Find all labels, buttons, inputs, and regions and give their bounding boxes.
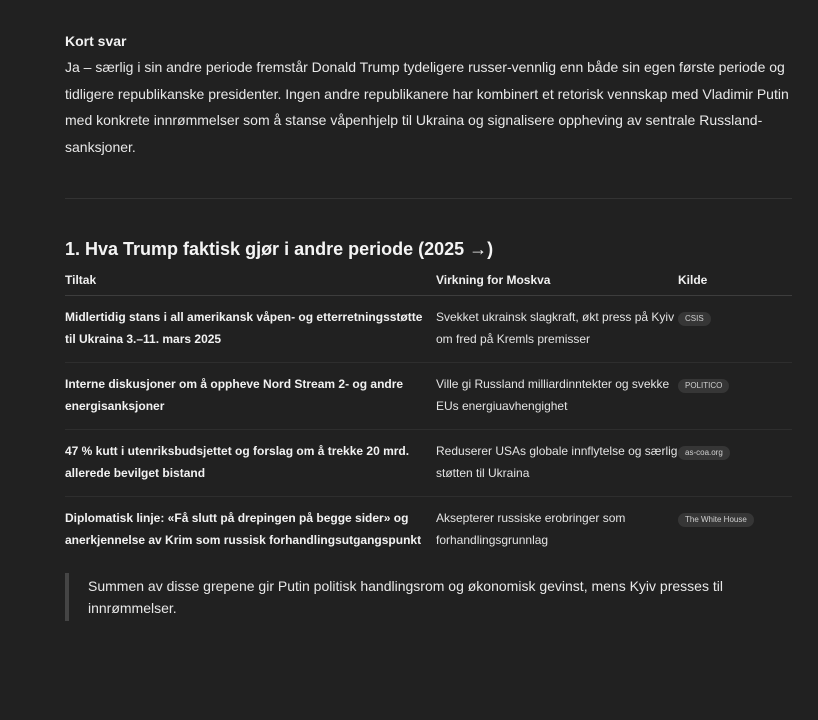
effect-cell: Aksepterer russiske erobringer som forhandlingsgrunnlag xyxy=(436,511,626,547)
effect-cell: Ville gi Russland milliardinntekter og svekke EUs energiuavhengighet xyxy=(436,363,678,430)
measure-cell: 47 % kutt i utenriksbudsjettet og forslag om å trekke 20 mrd. allerede bevilget bistand xyxy=(65,430,436,497)
table-row xyxy=(65,497,792,564)
short-answer-heading: Kort svar xyxy=(65,33,127,49)
table-row xyxy=(65,430,792,497)
source-badge[interactable]: CSIS xyxy=(678,312,711,326)
source-badge[interactable]: as-coa.org xyxy=(678,446,730,460)
table-row xyxy=(65,296,792,363)
column-header-effect: Virkning for Moskva xyxy=(436,267,678,296)
short-answer-text: Ja – særlig i sin andre periode fremstår Donald Trump tydeligere russer-vennlig enn både sin egen første periode og tidligere republikanske presidenter. Ingen andre republikanere har kombinert et retorisk vennskap med Vladimir Putin med konkrete innrømmelser som å stanse våpenhjelp til Ukraina og signalisere oppheving av sentrale Russland-sanksjoner. xyxy=(65,59,789,155)
measure-cell: Midlertidig stans i all amerikansk våpen- og etterretningsstøtte til Ukraina 3.–11. mars 2025 xyxy=(65,296,436,363)
summary-quote: Summen av disse grepene gir Putin politisk handlingsrom og økonomisk gevinst, mens Kyiv presses til innrømmelser. xyxy=(65,573,788,621)
source-cell xyxy=(678,296,792,363)
table-header-row xyxy=(65,267,792,296)
column-header-measure: Tiltak xyxy=(65,267,436,296)
section-divider xyxy=(65,198,792,199)
table-row xyxy=(65,363,792,430)
effect-cell: Svekket ukrainsk slagkraft, økt press på Kyiv om fred på Kremls premisser xyxy=(436,296,678,363)
source-cell xyxy=(678,430,792,497)
measure-cell: Interne diskusjoner om å oppheve Nord Stream 2- og andre energisanksjoner xyxy=(65,363,436,430)
section-title: 1. Hva Trump faktisk gjør i andre periode (2025 →) xyxy=(65,239,494,259)
answer-content xyxy=(65,30,792,621)
source-badge[interactable]: The White House xyxy=(678,513,754,527)
source-badge[interactable]: POLITICO xyxy=(678,379,729,393)
source-cell xyxy=(678,363,792,430)
measure-cell: Diplomatisk linje: «Få slutt på drepingen på begge sider» og anerkjennelse av Krim som russisk forhandlingsutgangspunkt xyxy=(65,511,422,547)
measures-table xyxy=(65,267,792,563)
source-cell xyxy=(678,497,792,564)
effect-cell: Reduserer USAs globale innflytelse og særlig støtten til Ukraina xyxy=(436,430,678,497)
column-header-source: Kilde xyxy=(678,267,792,296)
